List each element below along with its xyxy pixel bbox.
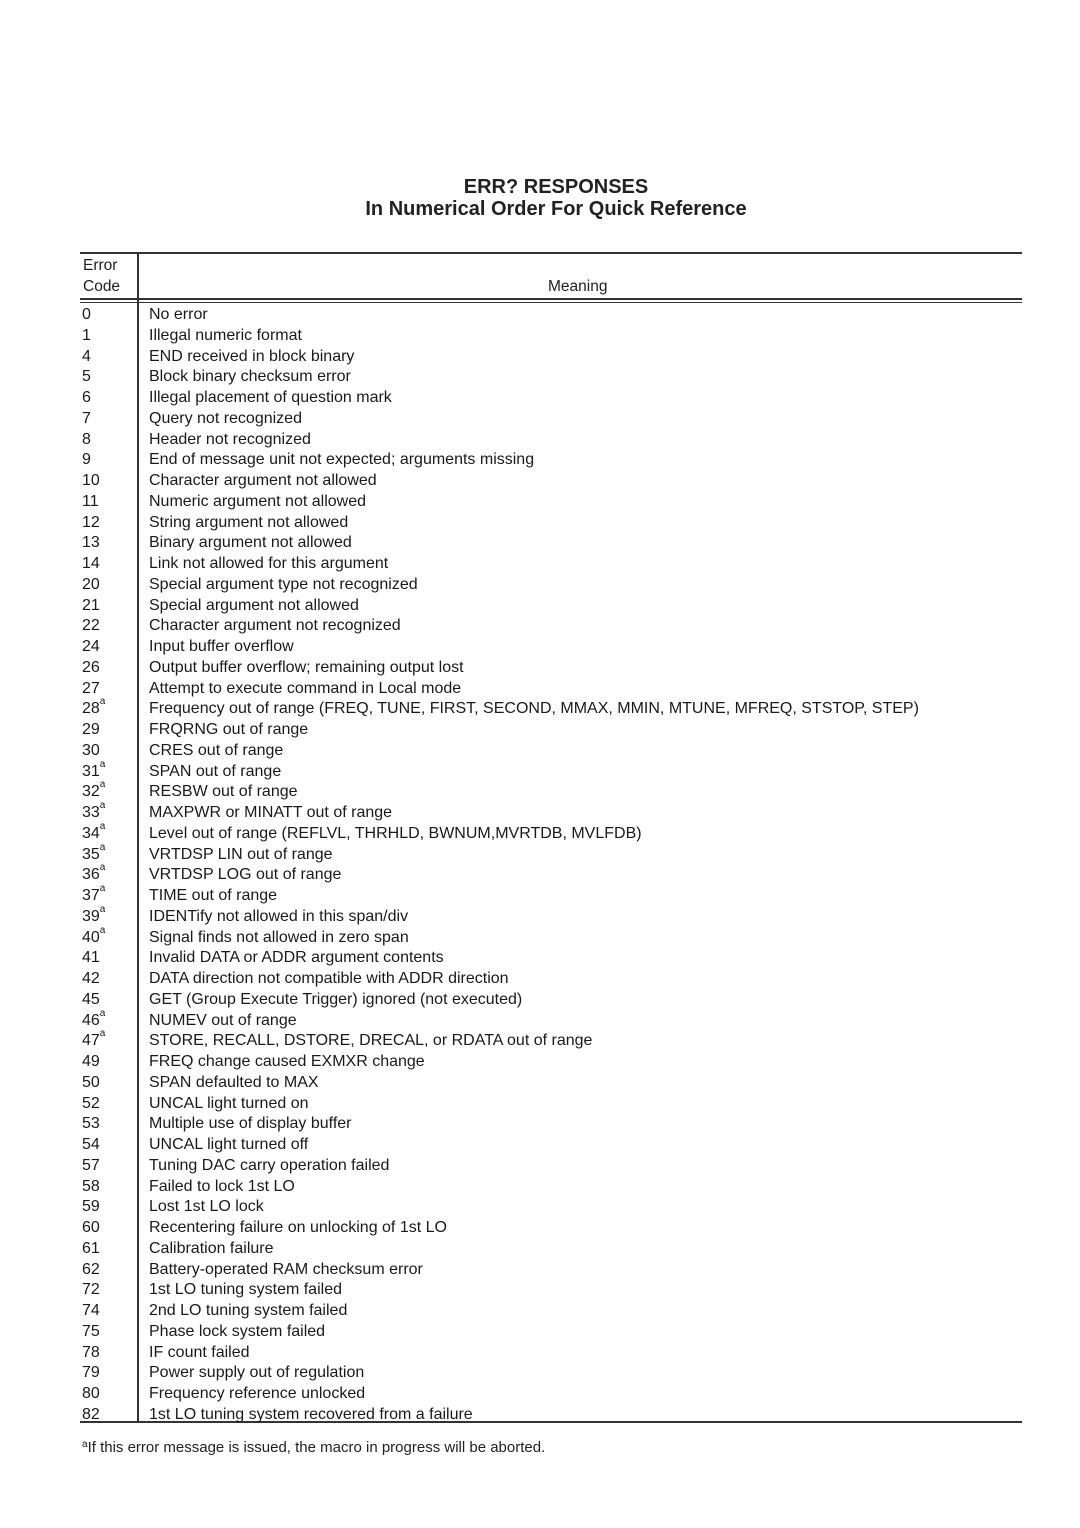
error-code (82, 679, 100, 700)
table-row (0, 430, 1080, 451)
error-code-number: 62 (82, 1260, 100, 1278)
error-code-number: 42 (82, 970, 100, 987)
error-code-number: 36 (82, 866, 100, 884)
error-code (82, 1052, 100, 1073)
error-code-number: 1 (82, 326, 91, 344)
error-meaning: FRQRNG out of range (149, 721, 309, 738)
error-meaning: NUMEV out of range (149, 1011, 297, 1029)
error-code (82, 990, 100, 1011)
table-row (0, 637, 1080, 658)
error-code-number: 60 (82, 1219, 100, 1236)
error-code-number: 58 (82, 1177, 100, 1195)
error-code (82, 1405, 100, 1426)
error-meaning: Special argument type not recognized (149, 575, 418, 593)
table-row (0, 903, 1080, 928)
error-code-footnote-mark: a (99, 758, 106, 770)
error-code-number: 34 (82, 824, 100, 842)
error-meaning: Battery-operated RAM checksum error (149, 1260, 423, 1278)
table-row (0, 513, 1080, 534)
error-table-body (0, 305, 1080, 1426)
error-meaning: Character argument not recognized (149, 617, 401, 635)
error-code-number: 35 (82, 845, 100, 863)
error-meaning: Recentering failure on unlocking of 1st LO (149, 1219, 447, 1236)
error-code-number: 29 (82, 721, 100, 738)
error-meaning: Calibration failure (149, 1239, 274, 1257)
error-code (82, 924, 106, 949)
error-meaning: 2nd LO tuning system failed (149, 1302, 348, 1319)
error-code (82, 533, 100, 554)
page-subtitle: In Numerical Order For Quick Reference (365, 198, 747, 220)
error-code-number: 52 (82, 1094, 100, 1112)
table-row (0, 1384, 1080, 1405)
table-row (0, 1028, 1080, 1052)
error-code (82, 696, 106, 720)
error-code-number: 7 (82, 409, 91, 427)
error-code-footnote-mark: a (99, 903, 106, 915)
error-code-number: 72 (82, 1281, 100, 1299)
table-row (0, 1363, 1080, 1384)
error-code (82, 1177, 100, 1198)
table-row (0, 388, 1080, 409)
error-code (82, 1260, 100, 1281)
error-meaning: UNCAL light turned off (149, 1136, 309, 1153)
error-meaning: IF count failed (149, 1343, 250, 1361)
error-code (82, 513, 100, 534)
error-code (82, 450, 91, 471)
error-meaning: Numeric argument not allowed (149, 492, 366, 510)
error-meaning: Binary argument not allowed (149, 534, 352, 552)
error-code-number: 79 (82, 1364, 100, 1382)
error-code (82, 409, 91, 430)
error-code-footnote-mark: a (99, 820, 106, 832)
table-row (0, 679, 1080, 700)
table-row (0, 1405, 1080, 1426)
error-code-number: 82 (82, 1405, 100, 1423)
error-code-number: 57 (82, 1156, 100, 1174)
error-code (82, 305, 91, 326)
table-row (0, 1301, 1080, 1322)
table-row (0, 800, 1080, 824)
error-meaning: Header not recognized (149, 430, 311, 448)
error-code-number: 27 (82, 679, 100, 697)
error-code (82, 1197, 100, 1218)
error-code-number: 54 (82, 1136, 100, 1153)
error-code (82, 1156, 100, 1177)
table-row (0, 1073, 1080, 1094)
error-code-number: 47 (82, 1032, 100, 1050)
table-top-rule (80, 252, 1022, 254)
error-code-number: 24 (82, 638, 100, 655)
error-code (82, 1239, 100, 1260)
table-row (0, 820, 1080, 845)
error-code-number: 30 (82, 741, 100, 759)
error-meaning: Character argument not allowed (149, 472, 377, 489)
error-code-number: 8 (82, 430, 91, 448)
table-row (0, 367, 1080, 388)
error-code (82, 1114, 100, 1135)
table-row (0, 741, 1080, 762)
error-meaning: Lost 1st LO lock (149, 1198, 264, 1216)
footnote (82, 1439, 545, 1456)
table-row (0, 758, 1080, 783)
error-code (82, 1384, 100, 1405)
error-code-number: 12 (82, 513, 100, 531)
error-meaning: UNCAL light turned on (149, 1094, 309, 1112)
header-double-rule-top (80, 298, 1022, 300)
error-code (82, 388, 91, 409)
error-code-footnote-mark: a (99, 862, 106, 874)
error-meaning: End of message unit not expected; arguments missing (149, 451, 535, 469)
table-row (0, 1007, 1080, 1032)
error-meaning: Query not recognized (149, 409, 302, 427)
table-row (0, 1280, 1080, 1301)
error-meaning: No error (149, 306, 208, 323)
error-code (82, 1073, 100, 1094)
error-code-number: 13 (82, 534, 100, 552)
error-code-number: 53 (82, 1115, 100, 1133)
error-code (82, 367, 91, 388)
error-code (82, 1028, 106, 1052)
error-code-number: 10 (82, 472, 100, 489)
table-row (0, 841, 1080, 866)
table-row (0, 596, 1080, 617)
error-meaning: Power supply out of regulation (149, 1364, 365, 1382)
table-row (0, 1239, 1080, 1260)
table-row (0, 554, 1080, 575)
error-meaning: VRTDSP LIN out of range (149, 845, 333, 863)
table-row (0, 305, 1080, 326)
table-row (0, 347, 1080, 368)
error-code-number: 9 (82, 451, 91, 469)
error-code-number: 37 (82, 887, 100, 904)
table-row (0, 1322, 1080, 1343)
table-row (0, 575, 1080, 596)
error-meaning: Illegal placement of question mark (149, 389, 392, 406)
error-code (82, 326, 91, 347)
table-row (0, 1177, 1080, 1198)
table-row (0, 883, 1080, 907)
error-code-number: 80 (82, 1385, 100, 1402)
error-code-number: 31 (82, 762, 100, 780)
error-code (82, 492, 99, 513)
table-row (0, 1094, 1080, 1115)
table-row (0, 1218, 1080, 1239)
error-code-footnote-mark: a (99, 1028, 106, 1040)
error-code-number: 61 (82, 1239, 100, 1257)
table-row (0, 326, 1080, 347)
table-row (0, 450, 1080, 471)
error-code-number: 49 (82, 1053, 100, 1070)
table-row (0, 948, 1080, 969)
error-code-number: 75 (82, 1322, 100, 1340)
error-meaning: Failed to lock 1st LO (149, 1177, 295, 1195)
error-code (82, 1135, 100, 1156)
error-meaning: END received in block binary (149, 347, 355, 365)
error-code (82, 741, 100, 762)
table-row (0, 533, 1080, 554)
error-code (82, 1343, 100, 1364)
error-meaning: Attempt to execute command in Local mode (149, 679, 462, 697)
error-code-number: 46 (82, 1011, 100, 1029)
error-code-number: 40 (82, 928, 100, 946)
error-meaning: GET (Group Execute Trigger) ignored (not executed) (149, 990, 523, 1008)
error-code (82, 596, 100, 617)
error-code-number: 39 (82, 907, 100, 925)
error-code (82, 948, 100, 969)
error-code (82, 1218, 100, 1239)
table-row (0, 862, 1080, 886)
error-meaning: RESBW out of range (149, 783, 298, 801)
error-code-number: 45 (82, 990, 100, 1008)
table-row (0, 616, 1080, 637)
error-code-number: 5 (82, 368, 91, 386)
table-row (0, 1156, 1080, 1177)
error-code-footnote-mark: a (99, 841, 106, 853)
error-meaning: Phase lock system failed (149, 1322, 326, 1340)
error-meaning: 1st LO tuning system failed (149, 1281, 342, 1299)
error-code (82, 1363, 100, 1384)
table-row (0, 990, 1080, 1011)
error-meaning: Invalid DATA or ADDR argument contents (149, 949, 444, 967)
error-meaning: String argument not allowed (149, 513, 349, 531)
error-meaning: Block binary checksum error (149, 368, 351, 386)
error-code (82, 658, 100, 679)
error-code (82, 616, 100, 637)
error-meaning: Input buffer overflow (149, 638, 294, 655)
error-code-number: 20 (82, 575, 100, 593)
table-row (0, 409, 1080, 430)
table-row (0, 924, 1080, 949)
error-code-number: 78 (82, 1343, 100, 1361)
error-meaning: Level out of range (REFLVL, THRHLD, BWNUM,MVRTDB, MVLFDB) (149, 824, 642, 842)
table-row (0, 969, 1080, 990)
error-code-number: 0 (82, 306, 91, 323)
error-code-footnote-mark: a (99, 696, 106, 708)
error-code-number: 41 (82, 949, 100, 967)
error-meaning: Tuning DAC carry operation failed (149, 1156, 390, 1174)
error-code-footnote-mark: a (99, 1007, 106, 1019)
error-code-number: 59 (82, 1198, 100, 1216)
error-meaning: MAXPWR or MINATT out of range (149, 804, 393, 821)
error-code-footnote-mark: a (99, 924, 106, 936)
error-code-number: 26 (82, 658, 100, 676)
header-code: Code (83, 278, 121, 295)
error-code (82, 1301, 100, 1322)
error-meaning: STORE, RECALL, DSTORE, DRECAL, or RDATA out of range (149, 1032, 593, 1050)
error-code-number: 28 (82, 700, 100, 718)
error-code (82, 720, 100, 741)
table-row (0, 696, 1080, 720)
table-row (0, 658, 1080, 679)
error-meaning: SPAN out of range (149, 762, 282, 780)
error-code-number: 22 (82, 617, 100, 635)
header-meaning: Meaning (548, 278, 608, 295)
table-row (0, 1114, 1080, 1135)
error-code (82, 1094, 100, 1115)
error-code (82, 575, 100, 596)
header-double-rule-bottom (80, 302, 1022, 304)
error-meaning: DATA direction not compatible with ADDR direction (149, 970, 509, 987)
error-meaning: IDENTify not allowed in this span/div (149, 907, 409, 925)
error-meaning: CRES out of range (149, 741, 284, 759)
error-code (82, 969, 100, 990)
error-code-footnote-mark: a (99, 779, 106, 791)
error-code-number: 50 (82, 1073, 100, 1091)
error-meaning: Special argument not allowed (149, 596, 359, 614)
error-code-number: 33 (82, 804, 100, 821)
error-code (82, 1280, 100, 1301)
footnote-mark: a (82, 1439, 88, 1450)
table-row (0, 1052, 1080, 1073)
error-code-footnote-mark: a (99, 800, 106, 811)
footnote-text: If this error message is issued, the macro in progress will be aborted. (87, 1439, 546, 1456)
error-code-number: 74 (82, 1302, 100, 1319)
header-error: Error (83, 257, 118, 274)
error-code-number: 21 (82, 596, 100, 614)
error-meaning: 1st LO tuning system recovered from a failure (149, 1405, 473, 1423)
error-meaning: Illegal numeric format (149, 326, 302, 344)
table-row (0, 492, 1080, 513)
error-meaning: SPAN defaulted to MAX (149, 1073, 319, 1091)
error-code (82, 471, 100, 492)
error-code (82, 347, 91, 368)
error-meaning: VRTDSP LOG out of range (149, 866, 342, 884)
error-meaning: Output buffer overflow; remaining output lost (149, 658, 464, 676)
table-row (0, 1135, 1080, 1156)
error-code-number: 6 (82, 389, 91, 406)
error-code (82, 637, 100, 658)
error-code-number: 11 (82, 492, 99, 510)
error-meaning: TIME out of range (149, 887, 278, 904)
table-row (0, 720, 1080, 741)
error-code-number: 4 (82, 347, 91, 365)
error-code-number: 32 (82, 783, 100, 801)
page-title: ERR? RESPONSES (463, 176, 649, 198)
table-row (0, 1343, 1080, 1364)
table-row (0, 779, 1080, 803)
error-meaning: Link not allowed for this argument (149, 555, 389, 572)
error-meaning: Multiple use of display buffer (149, 1115, 352, 1133)
table-row (0, 471, 1080, 492)
error-meaning: Frequency out of range (FREQ, TUNE, FIRST, SECOND, MMAX, MMIN, MTUNE, MFREQ, STSTOP, STEP) (149, 700, 919, 718)
error-meaning: Frequency reference unlocked (149, 1385, 366, 1402)
table-row (0, 1197, 1080, 1218)
error-meaning: Signal finds not allowed in zero span (149, 928, 409, 946)
error-code (82, 1322, 100, 1343)
error-code-number: 14 (82, 555, 100, 572)
error-meaning: FREQ change caused EXMXR change (149, 1053, 425, 1070)
table-row (0, 1260, 1080, 1281)
error-code (82, 554, 100, 575)
error-code (82, 430, 91, 451)
error-code-footnote-mark: a (99, 883, 106, 894)
